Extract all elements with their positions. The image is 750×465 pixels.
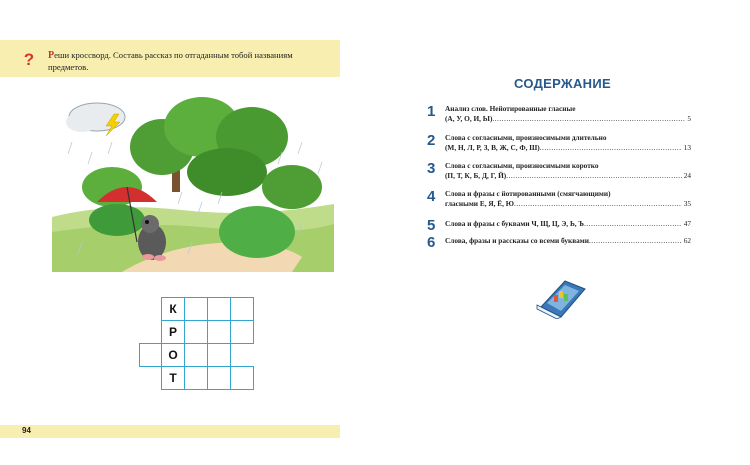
crossword-cell[interactable] <box>184 343 208 367</box>
toc-entry-line: Слова и фразы с буквами Ч, Щ, Ц, Э, Ь, Ъ <box>445 219 584 228</box>
crossword-cell[interactable] <box>184 366 208 390</box>
toc-entry-page: 47 <box>683 219 691 228</box>
crossword-cell[interactable] <box>184 297 208 321</box>
footer-bar <box>0 425 340 438</box>
toc-entry-text <box>445 189 691 209</box>
crossword-cell[interactable] <box>139 343 163 367</box>
crossword-cell[interactable]: Р <box>161 320 185 344</box>
crossword-cell[interactable] <box>207 297 231 321</box>
mole-rain-illustration <box>52 92 334 272</box>
toc-entry-page: 13 <box>683 143 691 152</box>
book-icon <box>535 277 587 319</box>
toc-entry-text <box>445 161 691 181</box>
toc-entry-text <box>445 133 691 153</box>
crossword-cell[interactable]: К <box>161 297 185 321</box>
crossword-cell[interactable] <box>207 343 231 367</box>
task-instruction <box>48 50 334 72</box>
toc-entry-number: 4 <box>427 188 436 205</box>
page-number: 94 <box>22 426 31 435</box>
toc-entry-number: 3 <box>427 160 436 177</box>
toc-entry-page: 62 <box>683 236 691 245</box>
toc-entry-number: 6 <box>427 234 436 251</box>
crossword-cell[interactable]: Т <box>161 366 185 390</box>
toc-entry-line: (М, Н, Л, Р, З, В, Ж, С, Ф, Ш) <box>445 143 540 152</box>
toc-entry-text <box>445 236 691 246</box>
crossword-cell[interactable] <box>230 366 254 390</box>
crossword-cell[interactable] <box>230 297 254 321</box>
toc-entry-number: 1 <box>427 103 436 120</box>
toc-entry-number: 2 <box>427 132 436 149</box>
task-first-letter: Р <box>48 50 55 61</box>
toc-entry-page: 5 <box>687 114 691 123</box>
crossword-cell[interactable] <box>184 320 208 344</box>
toc-entry-text <box>445 104 691 124</box>
toc-entry-text <box>445 219 691 229</box>
crossword-cell[interactable] <box>207 320 231 344</box>
toc-entry-line: (П, Т, К, Б, Д, Г, Й) <box>445 171 507 180</box>
toc-entry-page: 24 <box>683 171 691 180</box>
toc-entry-line: Слова, фразы и рассказы со всеми буквами <box>445 236 589 245</box>
crossword-cell[interactable] <box>230 320 254 344</box>
crossword-cell[interactable] <box>207 366 231 390</box>
crossword-cell[interactable]: О <box>161 343 185 367</box>
question-mark-icon: ? <box>23 50 35 69</box>
toc-entry-page: 35 <box>683 199 691 208</box>
toc-entry-line: Слова и фразы с йотированными (смягчающими) <box>445 189 611 198</box>
task-text: еши кроссворд. Составь рассказ по отгаданным тобой названиям предметов. <box>48 50 293 72</box>
toc-entry-line: Анализ слов. Нейотированные гласные <box>445 104 576 113</box>
toc-entry-line: Слова с согласными, произносимыми коротко <box>445 161 599 170</box>
toc-entry-number: 5 <box>427 217 436 234</box>
toc-title: СОДЕРЖАНИЕ <box>514 76 611 91</box>
toc-entry-line: Слова с согласными, произносимыми длительно <box>445 133 607 142</box>
toc-entry-line: гласными Е, Я, Ё, Ю <box>445 199 514 208</box>
toc-entry-line: (А, У, О, И, Ы) <box>445 114 493 123</box>
